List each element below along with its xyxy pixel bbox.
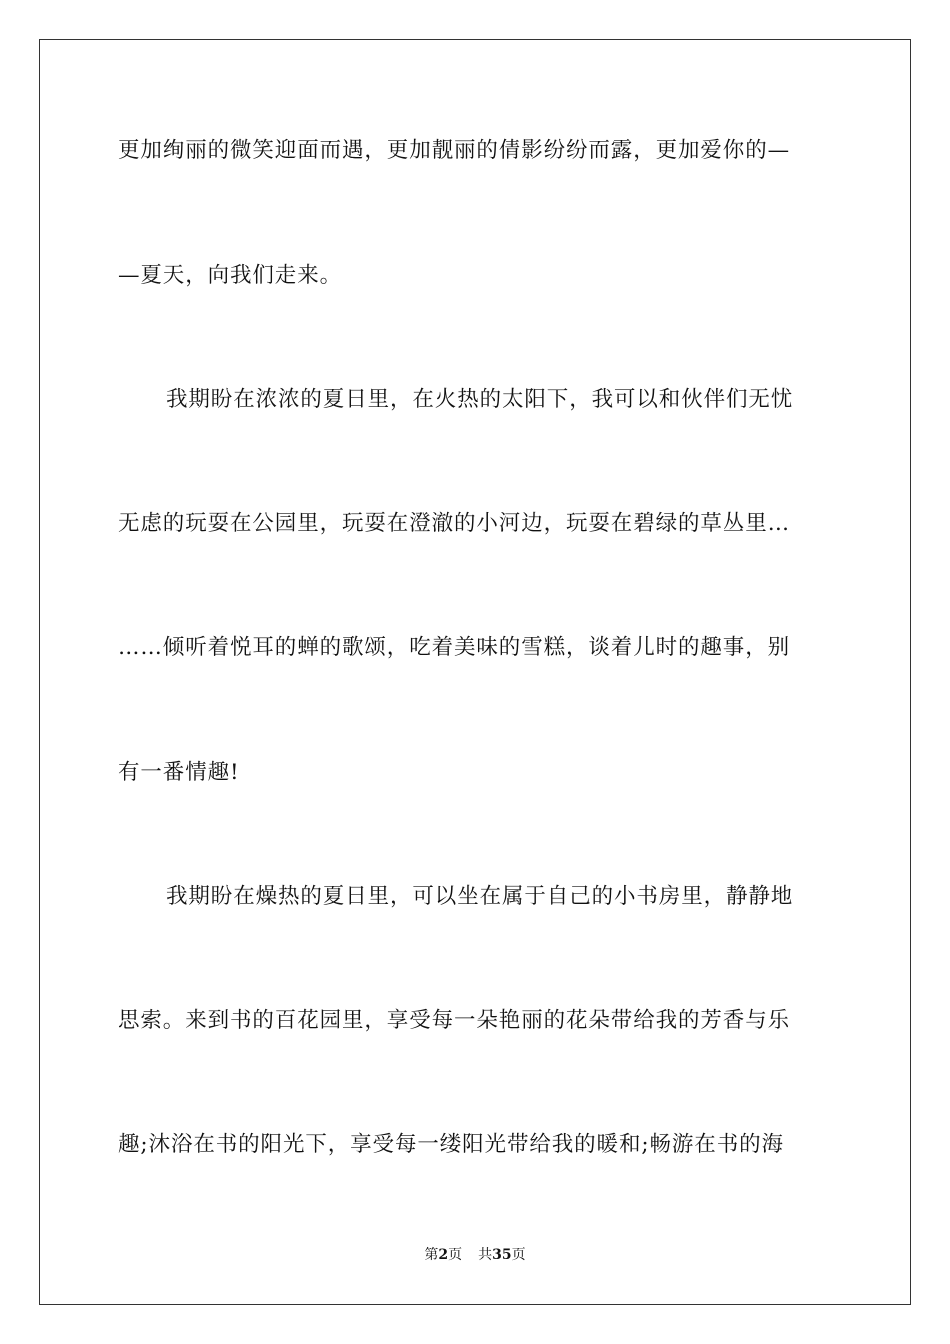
total-pages: 35 [492, 1247, 512, 1263]
page-number: 2 [438, 1247, 449, 1263]
body-text-line-6: 有一番情趣! [118, 760, 240, 785]
body-text-line-7: 我期盼在燥热的夏日里，可以坐在属于自己的小书房里，静静地 [166, 884, 794, 909]
body-text-line-4: 无虑的玩耍在公园里，玩耍在澄澈的小河边，玩耍在碧绿的草丛里… [118, 511, 791, 536]
page-footer [0, 1245, 950, 1265]
body-text-line-8: 思索。来到书的百花园里，享受每一朵艳丽的花朵带给我的芳香与乐 [118, 1008, 791, 1033]
total-suffix: 页 [511, 1247, 526, 1263]
body-text-line-2: —夏天，向我们走来。 [118, 263, 343, 288]
body-text-line-1: 更加绚丽的微笑迎面而遇，更加靓丽的倩影纷纷而露，更加爱你的— [118, 138, 791, 163]
body-text-line-9: 趣;沐浴在书的阳光下，享受每一缕阳光带给我的暖和;畅游在书的海 [118, 1132, 784, 1157]
page-border [39, 39, 911, 1305]
page-prefix: 第 [424, 1247, 439, 1263]
body-text-line-5: ……倾听着悦耳的蝉的歌颂，吃着美味的雪糕，谈着儿时的趣事，别 [118, 635, 791, 660]
total-prefix: 共 [478, 1247, 493, 1263]
body-text-line-3: 我期盼在浓浓的夏日里，在火热的太阳下，我可以和伙伴们无忧 [166, 387, 794, 412]
page-suffix: 页 [448, 1247, 463, 1263]
